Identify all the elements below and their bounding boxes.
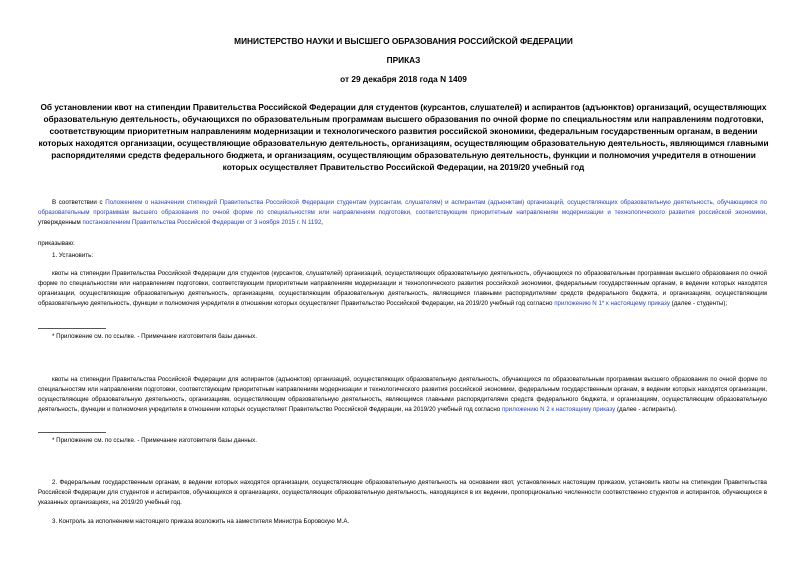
- preamble-middle: , утвержденным: [38, 209, 767, 226]
- document-title: Об установлении квот на стипендии Правительства Российской Федерации для студентов (курсантов, слушателей) и аспирантов (адъюнктов) организаций, осуществляющих образовательную деятельность, обучающихся по образовательным программам высшего образования по очной форме по специальностям или направлениям подготовки, соответствующим приоритетным направлениям модернизации и технологического развития российской экономики, федеральным государственным органам, в ведении которых находятся организации, осуществляющие образовательную деятельность, организациям, осуществляющим образовательную деятельность, являющимся главными распорядителями средств федерального бюджета, и организациям, осуществляющим образовательную деятельность, функции и полномочия учредителя в отношении которых осуществляет Правительство Российской Федерации, на 2019/20 учебный год: [38, 102, 769, 172]
- doc-type-heading: ПРИКАЗ: [386, 55, 421, 65]
- decree-link[interactable]: постановлением Правительства Российской Федерации от 3 ноября 2015 г. N 1192: [82, 219, 322, 226]
- item2-paragraph: 2. Федеральным государственным органам, в ведении которых находятся организации, осуществляющие образовательную деятельность на основании квот, установленных настоящим приказом, установить квоты на стипендии Правительства Российской Федерации для студентов и аспирантов, обучающихся в организациях, осуществляющих образовательную деятельность, находящихся в их ведении, пропорционально численности соответственно студентов и аспирантов, обучающихся в указанных организациях, на 2019/20 учебный год.: [38, 479, 767, 506]
- preamble-paragraph: [38, 198, 767, 228]
- appendix2-link[interactable]: приложению N 2 к настоящему приказу: [501, 406, 616, 413]
- item1-intro: 1. Установить:: [52, 252, 94, 259]
- date-number-heading: от 29 декабря 2018 года N 1409: [340, 74, 467, 84]
- quota-postgrads-tail: (далее - аспиранты).: [615, 406, 677, 413]
- footnote-1: * Приложение см. по ссылке. - Примечание изготовителя базы данных.: [52, 333, 257, 340]
- preamble-start: В соответствии с: [52, 199, 106, 206]
- item3-paragraph: 3. Контроль за исполнением настоящего приказа возложить на заместителя Министра Боровскую М.А.: [52, 518, 350, 525]
- appendix1-link[interactable]: приложению N 1* к настоящему приказу: [554, 300, 670, 307]
- footnote-separator: [38, 328, 106, 329]
- footnote-separator: [38, 432, 106, 433]
- footnote-2: * Приложение см. по ссылке. - Примечание изготовителя базы данных.: [52, 437, 257, 444]
- ministry-heading: МИНИСТЕРСТВО НАУКИ И ВЫСШЕГО ОБРАЗОВАНИЯ РОССИЙСКОЙ ФЕДЕРАЦИИ: [234, 36, 573, 46]
- quota-postgrads-text: квоты на стипендии Правительства Российской Федерации для аспирантов (адъюнктов) организаций, осуществляющих образовательную деятельность, обучающихся по образовательным программам высшего образования по очной форме по специальностям или направлениям подготовки, соответствующим приоритетным направлениям модернизации и технологического развития российской экономики, федеральным государственным органам, в ведении которых находятся организации, осуществляющие образовательную деятельность, организациям, осуществляющим образовательную деятельность, являющимся главными распорядителями средств федерального бюджета, и организациям, осуществляющим образовательную деятельность, функции и полномочия учредителя в отношении которых осуществляет Правительство Российской Федерации, на 2019/20 учебный год согласно: [38, 376, 767, 413]
- quota-students-tail: (далее - студенты);: [669, 300, 728, 307]
- regulation-link[interactable]: Положением о назначении стипендий Правительства Российской Федерации студентам (курсантам, слушателям) и аспирантам (адъюнктам) организаций, осуществляющих образовательную деятельность, обучающимся по образовательным программам высшего образования по очной форме по специальностям или направлениям подготовки, соответствующим приоритетным направлениям модернизации и технологического развития российской экономики: [38, 199, 768, 216]
- quota-postgrads-paragraph: [38, 375, 767, 415]
- order-word: приказываю:: [38, 240, 75, 247]
- preamble-end: ,: [321, 219, 323, 226]
- quota-students-paragraph: [38, 269, 767, 309]
- quota-students-text: квоты на стипендии Правительства Российской Федерации для студентов (курсантов, слушателей) организаций, осуществляющих образовательную деятельность, обучающихся по образовательным программам высшего образования по очной форме по специальностям или направлениям подготовки, соответствующим приоритетным направлениям модернизации и технологического развития российской экономики, федеральным государственным органам, в ведении которых находятся организации, осуществляющие образовательную деятельность, организациям, осуществляющим образовательную деятельность, являющимся главными распорядителями средств федерального бюджета, и организациям, осуществляющим образовательную деятельность, функции и полномочия учредителя в отношении которых осуществляет Правительство Российской Федерации, на 2019/20 учебный год согласно: [38, 270, 767, 307]
